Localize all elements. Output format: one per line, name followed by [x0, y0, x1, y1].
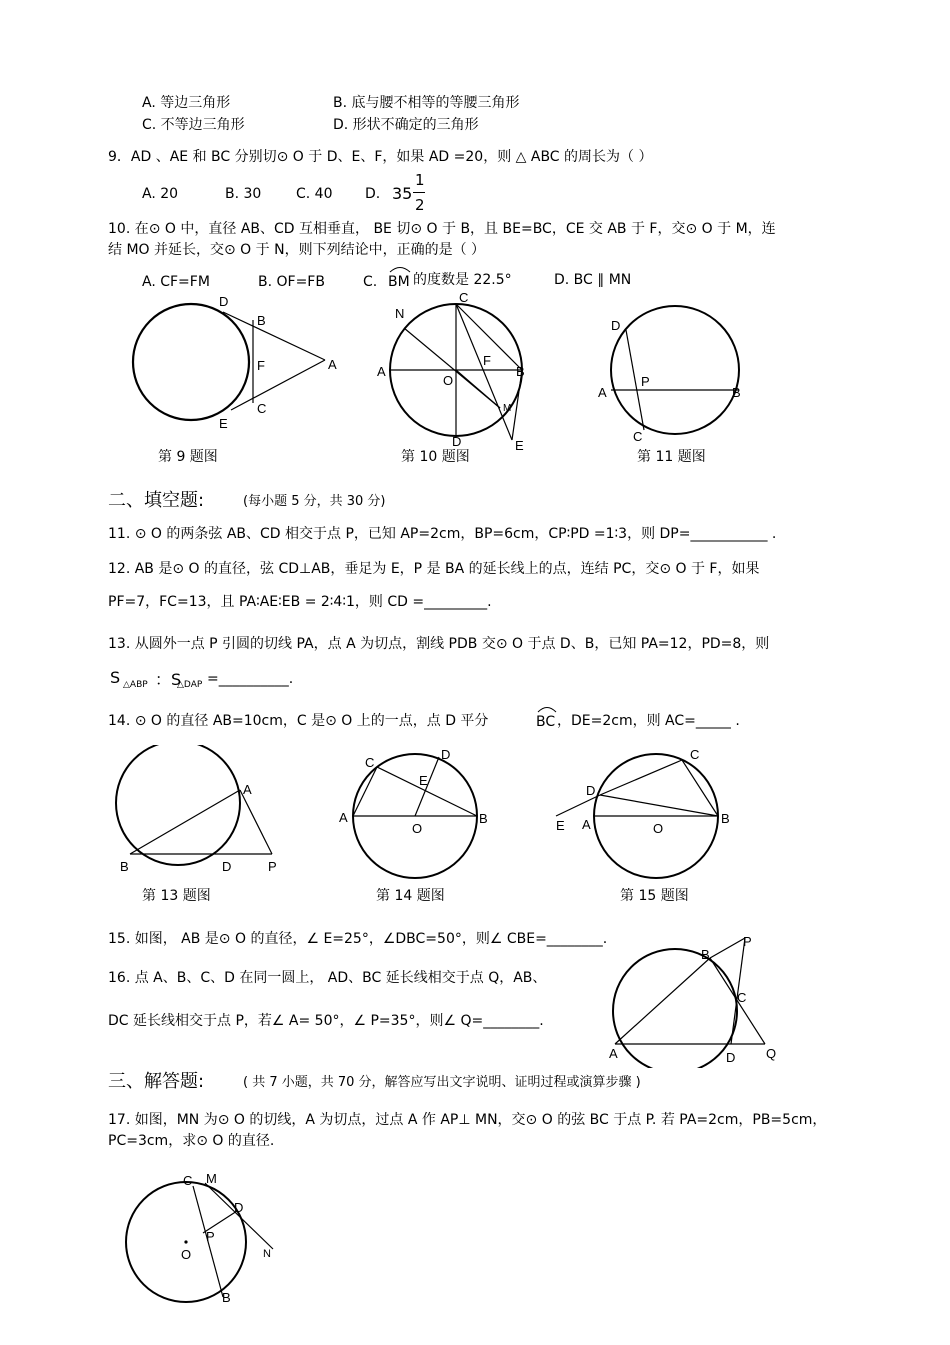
fig14-label-o: O: [412, 821, 423, 836]
fig15-label-b: B: [721, 811, 730, 826]
q13-s2-subscript: △DAP: [177, 680, 203, 690]
fig14-label-c: C: [365, 755, 375, 770]
fig15-label-a: A: [582, 817, 591, 832]
figure-10: [370, 290, 540, 455]
fig11-label-p: P: [641, 374, 650, 389]
fraction-bar: [413, 192, 425, 193]
q8-option-b: B. 底与腰不相等的等腰三角形: [333, 95, 520, 111]
fig16-label-p: P: [743, 934, 752, 949]
fig9-label-c: C: [257, 401, 267, 416]
section2-note: (每小题 5 分，共 30 分): [243, 494, 386, 509]
q13-colon: ：S: [155, 670, 182, 689]
figure-15: [550, 745, 740, 880]
section2-title: 二、填空题:: [108, 490, 205, 511]
fig10-label-n: N: [395, 306, 405, 321]
q12-line1: 12. AB 是⊙ O 的直径，弦 CD⊥AB，垂足为 E，P 是 BA 的延长线上的点，连结 PC，交⊙ O 于 F，如果: [108, 561, 760, 577]
q9-option-d: D.: [365, 186, 381, 202]
q10-line2: 结 MO 并延长，交⊙ O 于 N，则下列结论中，正确的是（ ）: [108, 242, 486, 258]
fig17-label-n: N: [263, 1248, 271, 1260]
fig9-label-f: F: [257, 358, 265, 373]
fig10-caption: 第 10 题图: [401, 449, 470, 465]
fig11-label-a: A: [598, 385, 607, 400]
arc-mark-icon: [536, 703, 558, 713]
q14-pre: 14. ⊙ O 的直径 AB=10cm，C 是⊙ O 上的一点，点 D 平分: [108, 713, 489, 729]
q10-option-b: B. OF=FB: [258, 274, 325, 290]
fig14-label-a: A: [339, 810, 348, 825]
fig14-label-e: E: [419, 773, 428, 788]
fig11-label-d: D: [611, 318, 621, 333]
q10-line1: 10. 在⊙ O 中，直径 AB、CD 互相垂直， BE 切⊙ O 于 B，且 BE=BC，CE 交 AB 于 F，交⊙ O 于 M，连: [108, 221, 776, 237]
section3-title: 三、解答题:: [108, 1071, 205, 1092]
q10-option-c-arc: BM: [388, 274, 410, 290]
q13-line1: 13. 从圆外一点 P 引圆的切线 PA，点 A 为切点，割线 PDB 交⊙ O 于点 D、B，已知 PA=12，PD=8，则: [108, 636, 770, 652]
q10-option-d: D. BC ∥ MN: [554, 272, 632, 288]
fig10-label-b: B: [516, 364, 525, 379]
q10-option-a: A. CF=FM: [142, 274, 210, 290]
fig13-label-a: A: [243, 782, 252, 797]
fig16-label-a: A: [609, 1046, 618, 1061]
q9-option-d-denominator: 2: [415, 196, 425, 214]
figure-11: [590, 300, 760, 445]
fig10-label-e: E: [515, 438, 524, 453]
fig14-label-b: B: [479, 811, 488, 826]
fig17-label-c: C: [183, 1173, 193, 1188]
fig16-label-d: D: [726, 1050, 736, 1065]
fig15-caption: 第 15 题图: [620, 888, 689, 904]
fig11-label-b: B: [732, 385, 741, 400]
q15-text: 15. 如图， AB 是⊙ O 的直径，∠ E=25°，∠DBC=50°，则∠ CBE=________.: [108, 931, 608, 947]
fig14-caption: 第 14 题图: [376, 888, 445, 904]
q9-option-b: B. 30: [225, 186, 262, 202]
q16-line2: DC 延长线相交于点 P，若∠ A= 50°，∠ P=35°，则∠ Q=________.: [108, 1013, 544, 1029]
fig17-label-p: P: [206, 1229, 215, 1244]
q8-option-a: A. 等边三角形: [142, 95, 231, 111]
fig17-label-m: M: [206, 1171, 217, 1186]
fig10-label-a: A: [377, 364, 386, 379]
fig15-label-d: D: [586, 783, 596, 798]
q12-line2: PF=7，FC=13，且 PA∶AE∶EB = 2∶4∶1，则 CD =_________.: [108, 594, 492, 610]
fig9-label-d: D: [219, 294, 229, 309]
q9-option-d-whole: 35: [392, 184, 413, 203]
q16-line1: 16. 点 A、B、C、D 在同一圆上， AD、BC 延长线相交于点 Q，AB、: [108, 970, 547, 986]
q13-s1-subscript: △ABP: [123, 680, 148, 690]
fig17-label-o: O: [181, 1247, 192, 1262]
fig16-label-b: B: [701, 947, 710, 962]
figure-14: [335, 745, 495, 880]
fig10-label-o: O: [443, 373, 454, 388]
fig10-label-c: C: [459, 290, 469, 305]
q17-line1: 17. 如图，MN 为⊙ O 的切线，A 为切点，过点 A 作 AP⊥ MN，交⊙ O 的弦 BC 于点 P. 若 PA=2cm，PB=5cm，: [108, 1112, 827, 1128]
q9-option-c: C. 40: [296, 186, 333, 202]
fig15-label-e: E: [556, 818, 565, 833]
fig11-label-c: C: [633, 429, 643, 444]
fig15-label-o: O: [653, 821, 664, 836]
fig17-label-b: B: [222, 1290, 231, 1305]
figure-16: [600, 928, 795, 1068]
arc-mark-icon: [388, 263, 412, 273]
fig9-label-b: B: [257, 313, 266, 328]
q9-stem: 9．AD 、AE 和 BC 分别切⊙ O 于 D、E、F，如果 AD =20，则 △ ABC 的周长为（ ）: [108, 149, 653, 165]
fig11-caption: 第 11 题图: [637, 449, 706, 465]
fig14-label-d: D: [441, 747, 451, 762]
q17-line2: PC=3cm，求⊙ O 的直径.: [108, 1133, 275, 1149]
fig9-label-e: E: [219, 416, 228, 431]
section3-note: ( 共 7 小题，共 70 分，解答应写出文字说明、证明过程或演算步骤 ): [243, 1075, 641, 1090]
q14-post: ，DE=2cm，则 AC=_____ .: [557, 713, 740, 729]
fig10-label-d: D: [452, 434, 462, 449]
q14-arc: BC: [536, 714, 556, 730]
fig16-label-q: Q: [766, 1046, 777, 1061]
fig13-label-b: B: [120, 859, 129, 874]
fig17-label-d: D: [234, 1200, 244, 1215]
q9-option-a: A. 20: [142, 186, 179, 202]
fig16-label-c: C: [737, 990, 747, 1005]
q8-option-d: D. 形状不确定的三角形: [333, 117, 479, 133]
q10-option-c: C.: [363, 274, 378, 290]
fig9-label-a: A: [328, 357, 337, 372]
figure-17: [115, 1165, 295, 1310]
fig13-label-p: P: [268, 859, 277, 874]
fig10-label-f: F: [483, 353, 491, 368]
figure-9: [125, 290, 345, 440]
fig9-caption: 第 9 题图: [158, 449, 218, 465]
fig10-label-m: M: [503, 403, 512, 414]
fig13-label-d: D: [222, 859, 232, 874]
q9-option-d-numerator: 1: [415, 171, 425, 189]
fig13-caption: 第 13 题图: [142, 888, 211, 904]
q8-option-c: C. 不等边三角形: [142, 117, 245, 133]
q10-option-c-rest: 的度数是 22.5°: [413, 272, 512, 288]
figure-13: [110, 745, 290, 880]
q13-rest: =__________.: [207, 671, 294, 687]
q11-text: 11. ⊙ O 的两条弦 AB、CD 相交于点 P，已知 AP=2cm，BP=6cm，CP∶PD =1∶3，则 DP=___________ .: [108, 526, 777, 542]
fig15-label-c: C: [690, 747, 700, 762]
q13-s1: S: [110, 668, 121, 687]
